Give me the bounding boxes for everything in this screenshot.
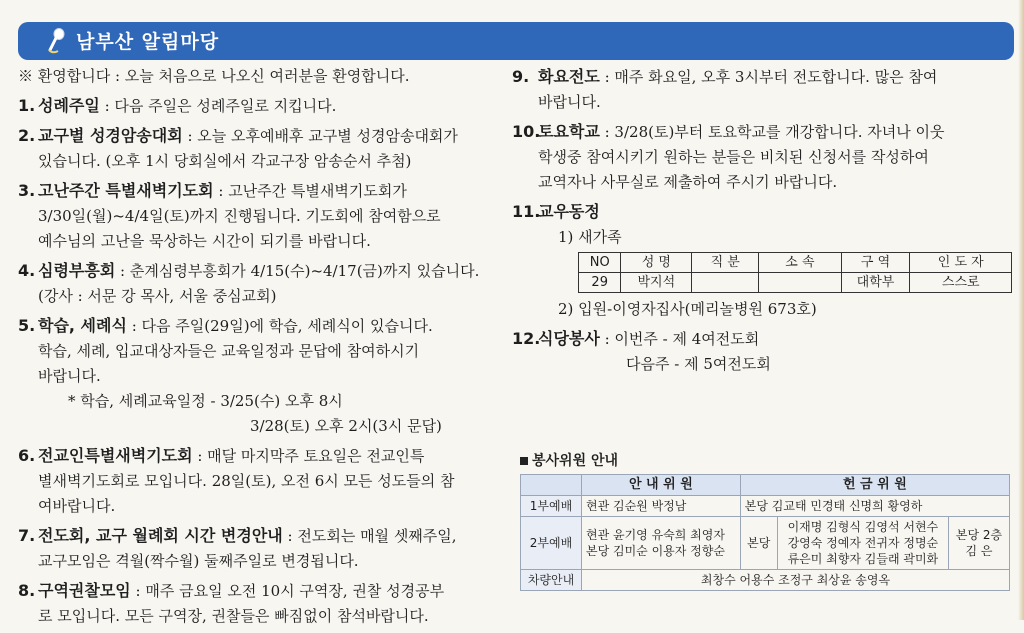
- service-label: 차량안내: [521, 570, 582, 591]
- separator: :: [99, 97, 115, 115]
- item-text: 별새벽기도회로 모입니다. 28일(토), 오전 6시 모든 성도들의 참: [38, 472, 455, 490]
- item-text: 학습, 세례, 입교대상자들은 교육일정과 문답에 참여하시기: [38, 342, 420, 360]
- item-number: 6.: [18, 446, 36, 465]
- notice-item-5: [18, 313, 498, 439]
- table-row: [521, 496, 1010, 517]
- table-header: 인 도 자: [910, 253, 1012, 273]
- square-bullet-icon: [520, 457, 528, 465]
- separator: :: [182, 127, 198, 145]
- cash-names: [777, 517, 948, 570]
- table-cell: [692, 273, 759, 293]
- notice-item-1: [18, 93, 498, 119]
- table-row: [521, 517, 1010, 570]
- volunteer-table: [520, 474, 1010, 591]
- item-heading: 학습, 세례식: [38, 316, 127, 335]
- notice-item-4: [18, 258, 498, 309]
- hospital-notice: 2) 입원-이영자집사(메리놀병원 673호): [558, 300, 817, 318]
- item-heading: 전교인특별새벽기도회: [38, 446, 193, 465]
- item-number: 9.: [512, 67, 530, 86]
- separator: :: [599, 123, 615, 141]
- separator: :: [192, 447, 208, 465]
- item-number: 11.: [512, 202, 541, 221]
- guide-header: 안 내 위 원: [582, 475, 741, 496]
- table-header: 소 속: [759, 253, 841, 273]
- service-label: 2부예배: [521, 517, 582, 570]
- item-heading: 고난주간 특별새벽기도회: [38, 181, 214, 200]
- item-text: 학생중 참여시키기 원하는 분들은 비치된 신청서를 작성하여: [538, 148, 929, 166]
- item-text: 다음 주일은 성례주일로 지킵니다.: [114, 97, 337, 115]
- notice-item-11: [512, 199, 1012, 322]
- schedule-note: * 학습, 세례교육일정 - 3/25(수) 오후 8시: [68, 392, 343, 410]
- item-text: 예수님의 고난을 묵상하는 시간이 되기를 바랍니다.: [38, 232, 371, 250]
- item-text: 로 모입니다. 모든 구역장, 권찰들은 빠짐없이 참석바랍니다.: [38, 607, 429, 625]
- cash-extra: [949, 517, 1010, 570]
- item-text: 교역자나 사무실로 제출하여 주시기 바랍니다.: [538, 173, 838, 191]
- notice-item-8: [18, 578, 498, 629]
- item-number: 4.: [18, 261, 36, 280]
- table-header: 직 분: [692, 253, 759, 273]
- item-number: 8.: [18, 581, 36, 600]
- item-text: 3/28(토)부터 토요학교를 개강합니다. 자녀나 이웃: [614, 123, 945, 141]
- cash-line: 류은미 최향자 김들래 곽미화: [787, 552, 939, 566]
- notice-item-3: [18, 178, 498, 254]
- table-header: NO: [579, 253, 621, 273]
- item-number: 2.: [18, 126, 36, 145]
- welcome-text: ※ 환영합니다 : 오늘 처음으로 나오신 여러분을 환영합니다.: [18, 67, 410, 85]
- item-heading: 화요전도: [538, 67, 600, 86]
- item-number: 5.: [18, 316, 36, 335]
- schedule-note-2: 3/28(토) 오후 2시(3시 문답): [250, 417, 442, 435]
- header-bar: [18, 22, 1014, 60]
- item-text: 바랍니다.: [538, 93, 601, 111]
- volunteer-title: [520, 450, 1010, 470]
- table-header: 구 역: [841, 253, 910, 273]
- cash-line: 이재명 김형식 김영석 서현수: [787, 520, 939, 534]
- item-heading: 토요학교: [538, 122, 600, 141]
- separator: :: [599, 68, 615, 86]
- table-header-row: [579, 253, 1012, 273]
- item-heading: 성례주일: [38, 96, 100, 115]
- item-heading: 교우동정: [538, 202, 600, 221]
- item-number: 12.: [512, 329, 541, 348]
- item-heading: 식당봉사: [538, 329, 600, 348]
- guide-names: 현관 김순원 박정남: [582, 496, 741, 517]
- separator: :: [130, 582, 146, 600]
- item-number: 7.: [18, 526, 36, 545]
- separator: :: [282, 527, 298, 545]
- item-heading: 전도회, 교구 월례회 시간 변경안내: [38, 526, 283, 545]
- cash-line: 강영숙 정예자 전귀자 정명순: [787, 536, 939, 550]
- new-family-table: [578, 252, 1012, 293]
- item-text: 매주 금요일 오전 10시 구역장, 권찰 성경공부: [145, 582, 445, 600]
- volunteer-title-text: 봉사위원 안내: [532, 453, 619, 469]
- page-edge: [1018, 0, 1024, 620]
- item-text: (강사 : 서문 강 목사, 서울 중심교회): [38, 287, 277, 305]
- notice-item-7: [18, 523, 498, 574]
- new-family-label: 1) 새가족: [558, 228, 622, 246]
- guide-line: 본당 김미순 이용자 정향순: [586, 544, 725, 558]
- cash-extra-label: 본당 2층: [955, 528, 1003, 542]
- item-heading: 교구별 성경암송대회: [38, 126, 183, 145]
- cash-header: 헌 금 위 원: [740, 475, 1009, 496]
- item-heading: 심령부흥회: [38, 261, 116, 280]
- item-number: 3.: [18, 181, 36, 200]
- table-row: [521, 570, 1010, 591]
- item-number: 1.: [18, 96, 36, 115]
- item-text: 이번주 - 제 4여전도회: [614, 330, 760, 348]
- table-cell: 박지석: [621, 273, 692, 293]
- notice-item-6: [18, 443, 498, 519]
- item-text: 여바랍니다.: [38, 497, 116, 515]
- item-text: 매주 화요일, 오후 3시부터 전도합니다. 많은 참여: [614, 68, 938, 86]
- table-cell: 스스로: [910, 273, 1012, 293]
- item-text: 오늘 오후예배후 교구별 성경암송대회가: [197, 127, 458, 145]
- table-cell: 29: [579, 273, 621, 293]
- cash-location: 본당: [740, 517, 777, 570]
- guide-line: 현관 윤기영 유숙희 최영자: [586, 528, 725, 542]
- item-text: 있습니다. (오후 1시 당회실에서 각교구장 암송순서 추첨): [38, 152, 412, 170]
- notice-item-12: [512, 326, 1012, 377]
- item-text: 고난주간 특별새벽기도회가: [228, 182, 407, 200]
- notice-item-10: [512, 119, 1012, 195]
- separator: :: [126, 317, 142, 335]
- right-column: [512, 64, 1012, 381]
- table-cell: [759, 273, 841, 293]
- volunteer-header-row: [521, 475, 1010, 496]
- header-title: 남부산 알림마당: [76, 31, 220, 53]
- separator: :: [599, 330, 615, 348]
- cash-extra-name: 김 은: [965, 544, 993, 558]
- service-label: 1부예배: [521, 496, 582, 517]
- item-number: 10.: [512, 122, 541, 141]
- table-row: [579, 273, 1012, 293]
- table-header: 성 명: [621, 253, 692, 273]
- separator: :: [213, 182, 229, 200]
- volunteer-section: [520, 450, 1010, 591]
- item-text: 3/30일(월)~4/4일(토)까지 진행됩니다. 기도회에 참여함으로: [38, 207, 441, 225]
- cash-names: 본당 김교태 민경태 신명희 황영하: [740, 496, 1009, 517]
- item-text: 다음 주일(29일)에 학습, 세례식이 있습니다.: [141, 317, 433, 335]
- item-text: 교구모임은 격월(짝수월) 둘째주일로 변경됩니다.: [38, 552, 359, 570]
- item-text: 춘계심령부흥회가 4/15(수)~4/17(금)까지 있습니다.: [129, 262, 480, 280]
- item-text: 매달 마지막주 토요일은 전교인특: [207, 447, 425, 465]
- corner-cell: [521, 475, 582, 496]
- item-text: 바랍니다.: [38, 367, 101, 385]
- microphone-icon: [46, 28, 68, 54]
- notice-item-2: [18, 123, 498, 174]
- item-text: 전도회는 매월 셋째주일,: [297, 527, 457, 545]
- left-column: [18, 64, 498, 633]
- item-heading: 구역권찰모임: [38, 581, 131, 600]
- item-text: 다음주 - 제 5여전도회: [626, 355, 771, 373]
- driver-names: 최창수 어용수 조정구 최상윤 송영옥: [582, 570, 1010, 591]
- notice-item-9: [512, 64, 1012, 115]
- separator: :: [115, 262, 130, 280]
- guide-names: [582, 517, 741, 570]
- table-cell: 대학부: [841, 273, 910, 293]
